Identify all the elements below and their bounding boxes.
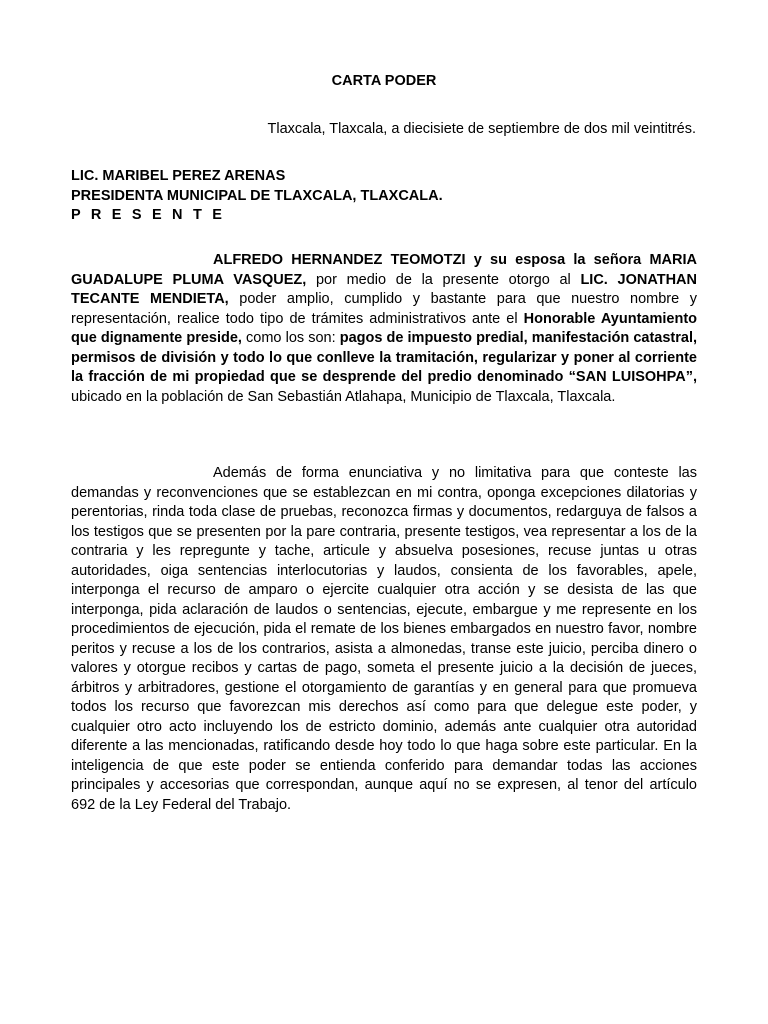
presente-label: P R E S E N T E xyxy=(71,207,226,223)
addressee-block xyxy=(71,167,443,226)
paragraph-2 xyxy=(71,464,697,815)
attorney-name: LIC. JONATHAN TECANTE MENDIETA, xyxy=(71,271,697,307)
date-line: Tlaxcala, Tlaxcala, a diecisiete de septiembre de dos mil veintitrés. xyxy=(267,121,696,137)
document-title: CARTA PODER xyxy=(331,73,437,89)
grantors-names: ALFREDO HERNANDEZ TEOMOTZI y su esposa la señora MARIA GUADALUPE PLUMA VASQUEZ, xyxy=(71,252,697,288)
paragraph-2-text: Además de forma enunciativa y no limitativa para que conteste las demandas y reconvenciones que se establezcan en mi contra, oponga excepciones dilatorias y perentorias, rinda toda clase de pruebas, reconozca firmas y documentos, redarguya de falsos a los testigos que se presenten por la pare contraria, presente testigos, vea representar a los de la contraria y les repregunte y tache, articule y absuelva posesiones, recuse juntas u otras autoridades, oiga sentencias interlocutorias y laudos, consienta de los favorables, apele, interponga el recurso de amparo o ejercite cualquier otra acción y se desista de las que interponga, pida aclaración de laudos o sentencias, ejecute, embargue y me represente en los procedimientos de ejecución, pida el remate de los bienes embargados en nuestro favor, nombre peritos y recuse a los de los contrarios, asista a almonedas, transe este juicio, perciba dinero o valores y otorgue recibos y cartas de pago, someta el presente juicio a la decisión de jueces, árbitros y arbitradores, gestione el otorgamiento de garantías y en general para que promueva todos los recurso que favorezcan mis derechos así como para que delegue este poder, y cualquier otro acto incluyendo los de estricto dominio, además ante cualquier otra autoridad diferente a las mencionadas, ratificando desde hoy todo lo que haga sobre este particular. En la inteligencia de que este poder se entienda conferido para demandar todas las acciones principales y accesorias que correspondan, aunque aquí no se expresen, al tenor del artículo 692 de la Ley Federal del Trabajo. xyxy=(71,465,697,813)
paragraph-1-text-d: ubicado en la población de San Sebastián Atlahapa, Municipio de Tlaxcala, Tlaxcala. xyxy=(71,388,616,405)
paragraph-1 xyxy=(71,251,697,407)
authority-name: Honorable Ayuntamiento que dignamente preside, xyxy=(71,310,698,346)
paragraph-1-text-b: poder amplio, cumplido y bastante para que nuestro nombre y representación, realice todo tipo de trámites administrativos ante el xyxy=(71,291,697,327)
paragraph-1-text-c: como los son: xyxy=(241,330,340,346)
paragraph-1-text-a: por medio de la presente otorgo al xyxy=(306,271,581,288)
addressee-position: PRESIDENTA MUNICIPAL DE TLAXCALA, TLAXCALA. xyxy=(71,187,443,204)
addressee-name: LIC. MARIBEL PEREZ ARENAS xyxy=(71,168,286,184)
procedures-list: pagos de impuesto predial, manifestación catastral, permisos de división y todo lo que conlleve la tramitación, regularizar y poner al corriente la fracción de mi propiedad que se desprende del predio denominado “SAN LUISOHPA”, xyxy=(71,330,697,385)
